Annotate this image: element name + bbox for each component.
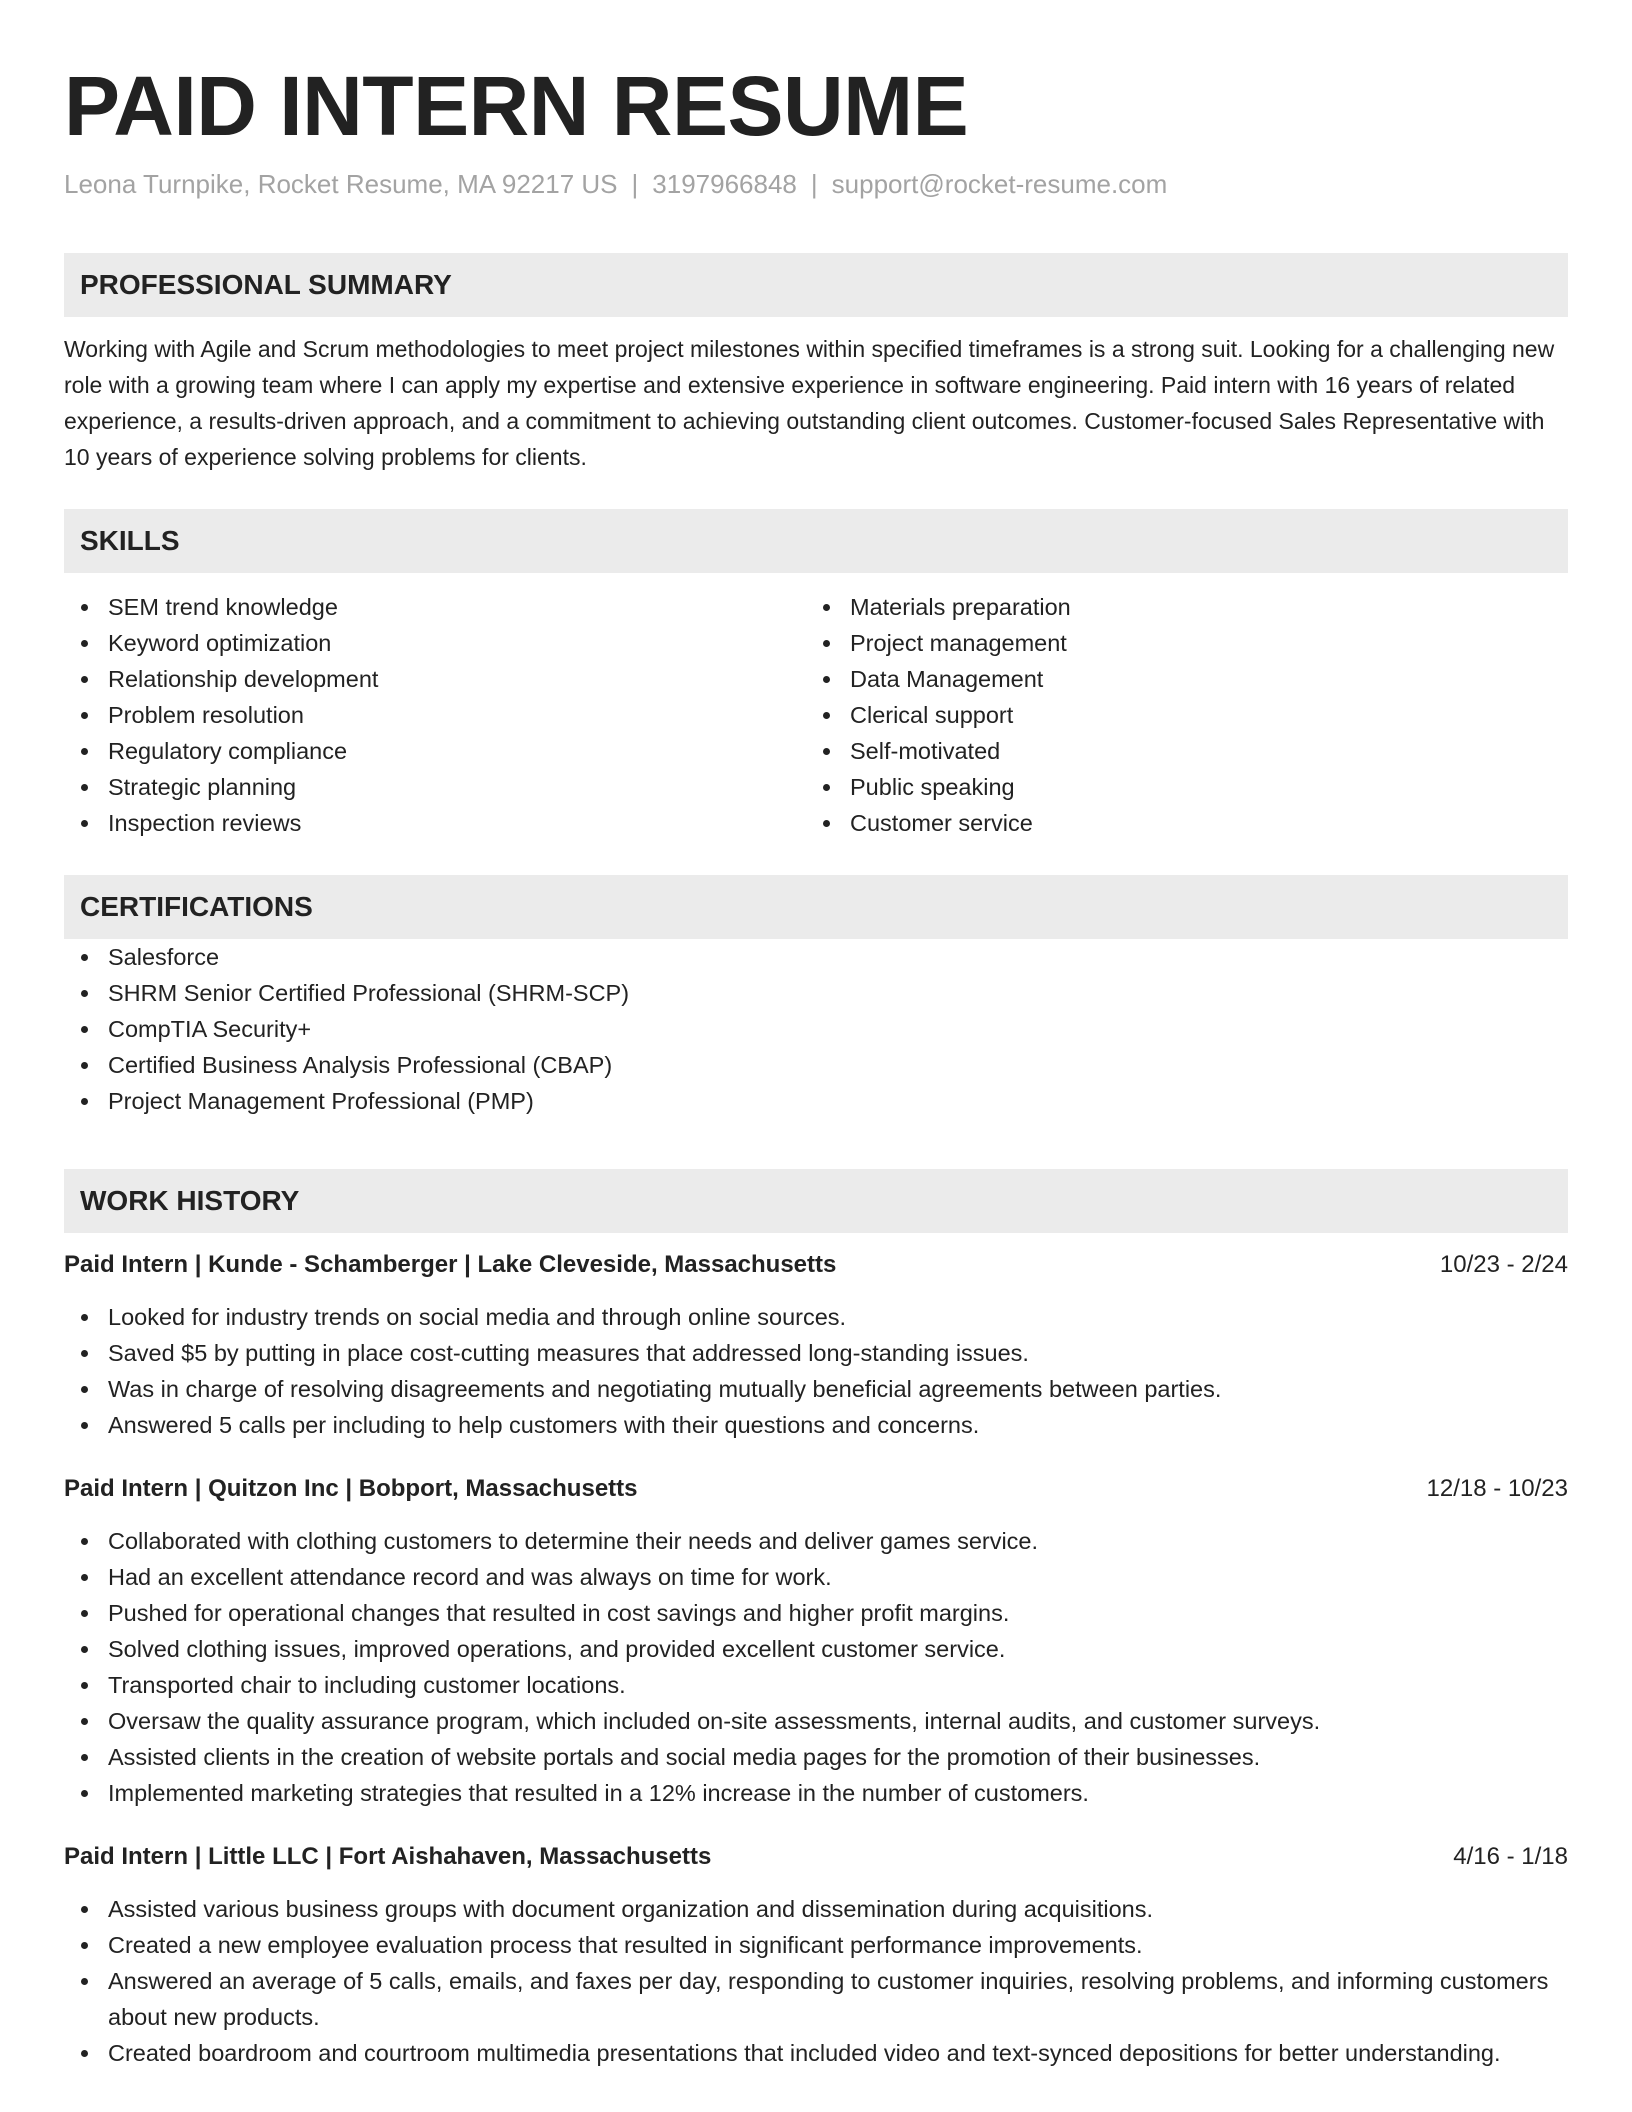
summary-text: Working with Agile and Scrum methodologies to meet project milestones within specified timeframes is a strong suit. Looking for a challenging new role with a growing team where I can apply my expertise and extensive experience in software engineering. Paid intern with 16 years of related experience, a results-driven approach, and a commitment to achieving outstanding client outcomes. Customer-focused Sales Representative with 10 years of experience solving problems for clients. — [64, 336, 1555, 470]
contact-phone: 3197966848 — [652, 169, 797, 199]
work-history-section — [64, 1169, 1568, 2071]
work-history-heading: WORK HISTORY — [64, 1169, 1568, 1233]
job-bullet: Saved $5 by putting in place cost-cutting measures that addressed long-standing issues. — [64, 1335, 1568, 1371]
skill-item: Regulatory compliance — [64, 733, 806, 769]
job-dates: 12/18 - 10/23 — [1426, 1475, 1568, 1502]
job-bullet: Answered an average of 5 calls, emails, and faxes per day, responding to customer inquiries, resolving problems, and informing customers about new products. — [64, 1963, 1568, 2035]
certifications-list — [64, 939, 1568, 1119]
skill-item: Clerical support — [806, 697, 1548, 733]
job-bullet: Pushed for operational changes that resulted in cost savings and higher profit margins. — [64, 1595, 1568, 1631]
job-bullets — [64, 1523, 1568, 1811]
job-entry — [64, 1471, 1568, 1811]
job-header — [64, 1471, 1568, 1507]
summary-heading: PROFESSIONAL SUMMARY — [64, 253, 1568, 317]
contact-address: Leona Turnpike, Rocket Resume, MA 92217 US — [64, 169, 618, 199]
skills-columns — [64, 589, 1568, 841]
skills-list-right — [806, 589, 1548, 841]
skill-item: Keyword optimization — [64, 625, 806, 661]
job-bullet: Had an excellent attendance record and was always on time for work. — [64, 1559, 1568, 1595]
skill-item: Inspection reviews — [64, 805, 806, 841]
job-dates: 4/16 - 1/18 — [1453, 1843, 1568, 1870]
contact-line — [64, 166, 1167, 202]
skill-item: SEM trend knowledge — [64, 589, 806, 625]
job-bullet: Collaborated with clothing customers to determine their needs and deliver games service. — [64, 1523, 1568, 1559]
certification-item: SHRM Senior Certified Professional (SHRM-SCP) — [64, 975, 1568, 1011]
job-bullet: Was in charge of resolving disagreements and negotiating mutually beneficial agreements between parties. — [64, 1371, 1568, 1407]
job-bullet: Assisted various business groups with document organization and dissemination during acquisitions. — [64, 1891, 1568, 1927]
certifications-heading: CERTIFICATIONS — [64, 875, 1568, 939]
summary-section — [64, 253, 1568, 475]
job-bullet: Implemented marketing strategies that resulted in a 12% increase in the number of customers. — [64, 1775, 1568, 1811]
skill-item: Customer service — [806, 805, 1548, 841]
skill-item: Materials preparation — [806, 589, 1548, 625]
job-entry — [64, 1839, 1568, 2071]
contact-separator: | — [631, 169, 639, 199]
job-bullet: Answered 5 calls per including to help customers with their questions and concerns. — [64, 1407, 1568, 1443]
skill-item: Public speaking — [806, 769, 1548, 805]
skills-heading: SKILLS — [64, 509, 1568, 573]
job-bullet: Transported chair to including customer locations. — [64, 1667, 1568, 1703]
resume-title: PAID INTERN RESUME — [64, 59, 969, 153]
skill-item: Strategic planning — [64, 769, 806, 805]
job-entry — [64, 1247, 1568, 1443]
job-header — [64, 1247, 1568, 1283]
skill-item: Relationship development — [64, 661, 806, 697]
job-bullet: Created a new employee evaluation process that resulted in significant performance improvements. — [64, 1927, 1568, 1963]
job-bullet: Looked for industry trends on social media and through online sources. — [64, 1299, 1568, 1335]
certifications-section — [64, 875, 1568, 1119]
certification-item: Salesforce — [64, 939, 1568, 975]
job-bullet: Created boardroom and courtroom multimedia presentations that included video and text-synced depositions for better understanding. — [64, 2035, 1568, 2071]
skill-item: Data Management — [806, 661, 1548, 697]
job-header — [64, 1839, 1568, 1875]
job-dates: 10/23 - 2/24 — [1439, 1251, 1568, 1278]
job-bullets — [64, 1891, 1568, 2071]
certification-item: CompTIA Security+ — [64, 1011, 1568, 1047]
skills-section — [64, 509, 1568, 841]
skill-item: Problem resolution — [64, 697, 806, 733]
skill-item: Self-motivated — [806, 733, 1548, 769]
job-bullet: Oversaw the quality assurance program, which included on-site assessments, internal audits, and customer surveys. — [64, 1703, 1568, 1739]
job-bullet: Solved clothing issues, improved operations, and provided excellent customer service. — [64, 1631, 1568, 1667]
skills-list-left — [64, 589, 806, 841]
job-title: Paid Intern | Quitzon Inc | Bobport, Massachusetts — [64, 1475, 638, 1502]
job-bullets — [64, 1299, 1568, 1443]
skill-item: Project management — [806, 625, 1548, 661]
certification-item: Project Management Professional (PMP) — [64, 1083, 1568, 1119]
job-bullet: Assisted clients in the creation of website portals and social media pages for the promotion of their businesses. — [64, 1739, 1568, 1775]
job-title: Paid Intern | Little LLC | Fort Aishahaven, Massachusetts — [64, 1843, 712, 1870]
certification-item: Certified Business Analysis Professional (CBAP) — [64, 1047, 1568, 1083]
contact-separator: | — [810, 169, 818, 199]
job-title: Paid Intern | Kunde - Schamberger | Lake Cleveside, Massachusetts — [64, 1251, 837, 1278]
contact-email: support@rocket-resume.com — [831, 169, 1168, 199]
